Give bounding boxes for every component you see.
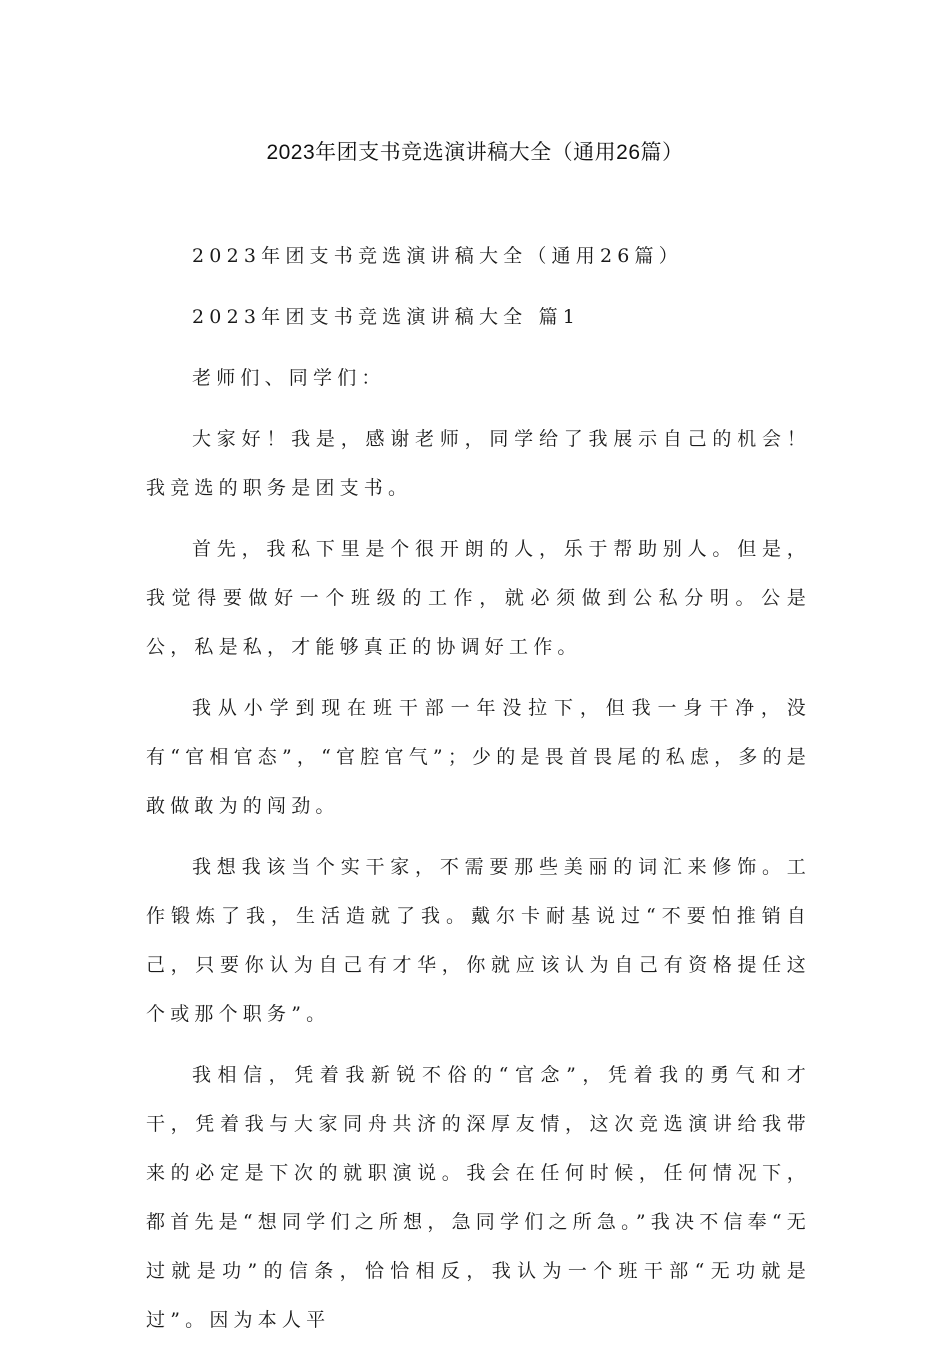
paragraph-section-heading: 2023年团支书竞选演讲稿大全 篇1 — [192, 306, 581, 328]
paragraph-salutation: 老师们、同学们： — [192, 367, 386, 389]
document-title: 2023年团支书竞选演讲稿大全（通用26篇） — [266, 141, 684, 164]
paragraph-greeting: 大家好！我是，感谢老师，同学给了我展示自己的机会！我竞选的职务是团支书。 — [146, 428, 811, 499]
paragraph-experience: 我从小学到现在班干部一年没拉下，但我一身干净，没有“官相官态”，“官腔官气”；少的是畏首畏尾的私虑，多的是敢做敢为的闯劲。 — [146, 697, 811, 817]
paragraph-subtitle: 2023年团支书竞选演讲稿大全（通用26篇） — [192, 245, 683, 267]
paragraph-confidence: 我相信，凭着我新锐不俗的“官念”，凭着我的勇气和才干，凭着我与大家同舟共济的深厚友情，这次竞选演讲给我带来的必定是下次的就职演说。我会在任何时候，任何情况下，都首先是“想同学们之所想，急同学们之所急。”我决不信奉“无过就是功”的信条，恰恰相反，我认为一个班干部“无功就是过”。因为本人平 — [146, 1064, 811, 1331]
document-body — [146, 232, 811, 1357]
paragraph-doer: 我想我该当个实干家，不需要那些美丽的词汇来修饰。工作锻炼了我，生活造就了我。戴尔卡耐基说过“不要怕推销自己，只要你认为自己有才华，你就应该认为自己有资格提任这个或那个职务”。 — [146, 856, 811, 1025]
paragraph-personality: 首先，我私下里是个很开朗的人，乐于帮助别人。但是，我觉得要做好一个班级的工作，就必须做到公私分明。公是公，私是私，才能够真正的协调好工作。 — [146, 538, 811, 658]
